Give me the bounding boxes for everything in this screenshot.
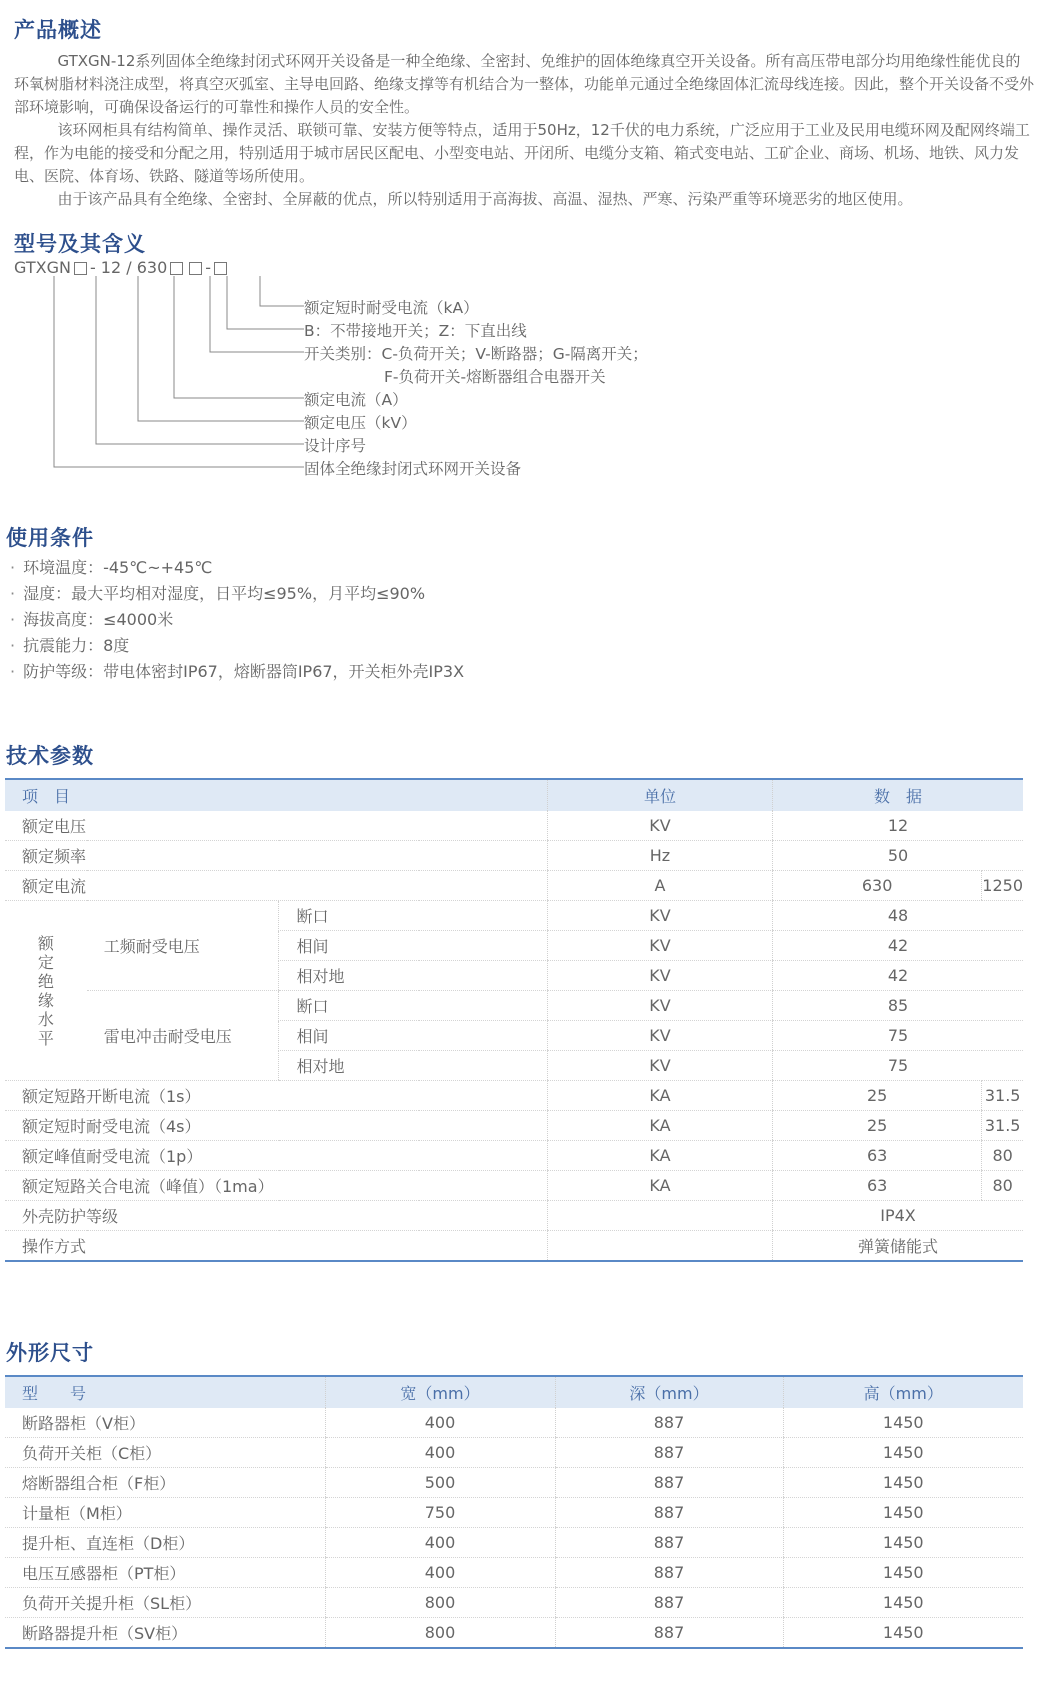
table-header-row [5,779,1023,811]
conditions-title: 使用条件 [6,526,94,550]
table-row: 额定电压 KV 12 [5,811,1023,841]
value-cell: 887 [555,1558,783,1588]
table-row: 额定短路关合电流（峰值）（1ma） KA 63 80 [5,1171,1023,1201]
value-cell: 887 [555,1468,783,1498]
table-row [5,1498,1023,1528]
model-prefix: GTXGN [14,258,71,277]
legend-rated-voltage: 额定电压（kV） [304,414,417,432]
value-cell: 887 [555,1438,783,1468]
header-model: 型 号 [5,1376,325,1408]
insulation-level-label: 额 定 绝 缘 水 平 [5,901,87,1081]
value-cell: 400 [325,1558,555,1588]
dims-title: 外形尺寸 [6,1341,94,1365]
header-width: 宽（mm） [325,1376,555,1408]
model-diagram [14,258,714,488]
condition-seismic: · 抗震能力：8度 [10,636,130,655]
value-cell: 887 [555,1588,783,1618]
condition-humidity: · 湿度：最大平均相对湿度，日平均≤95%，月平均≤90% [10,584,426,603]
legend-design-no: 设计序号 [304,437,367,455]
table-row [5,1618,1023,1649]
model-cell: 负荷开关提升柜（SL柜） [5,1588,325,1618]
table-row: 相对地 KV 75 [5,1051,1023,1081]
value-cell: 887 [555,1498,783,1528]
model-cell: 计量柜（M柜） [5,1498,325,1528]
value-cell: 1450 [783,1408,1023,1438]
model-cell: 断路器柜（V柜） [5,1408,325,1438]
condition-altitude: · 海拔高度：≤4000米 [10,610,174,629]
header-item: 项 目 [5,779,547,811]
value-cell: 400 [325,1408,555,1438]
model-cell: 电压互感器柜（PT柜） [5,1558,325,1588]
header-height: 高（mm） [783,1376,1023,1408]
table-row: 相间 KV 75 [5,1021,1023,1051]
model-dash: - [205,258,212,277]
value-cell: 1450 [783,1438,1023,1468]
value-cell: 1450 [783,1528,1023,1558]
value-cell: 1450 [783,1588,1023,1618]
table-row: 额定电流 A 630 1250 [5,871,1023,901]
legend-switch-type: 开关类别：C-负荷开关；V-断路器；G-隔离开关； [304,345,648,363]
dimensions-table [5,1375,1023,1649]
value-cell: 400 [325,1528,555,1558]
legend-earthing: B：不带接地开关；Z：下直出线 [304,322,527,340]
table-row: 额定频率 Hz 50 [5,841,1023,871]
value-cell: 887 [555,1618,783,1649]
table-row [5,1558,1023,1588]
value-cell: 887 [555,1528,783,1558]
table-row: 操作方式 弹簧储能式 [5,1231,1023,1262]
value-cell: 400 [325,1438,555,1468]
table-row: 雷电冲击耐受电压 断口 KV 85 [5,991,1023,1021]
table-row: 额定短路开断电流（1s） KA 25 31.5 [5,1081,1023,1111]
legend-equipment: 固体全绝缘封闭式环网开关设备 [304,460,522,478]
overview-text [14,50,1034,211]
table-row [5,1468,1023,1498]
overview-title: 产品概述 [14,18,102,42]
value-cell: 887 [555,1408,783,1438]
header-data: 数 据 [772,779,1023,811]
condition-temperature: · 环境温度：-45℃~+45℃ [10,558,213,577]
legend-short-time-current: 额定短时耐受电流（kA） [304,299,479,317]
header-depth: 深（mm） [555,1376,783,1408]
table-header-row [5,1376,1023,1408]
model-cell: 提升柜、直连柜（D柜） [5,1528,325,1558]
table-row [5,1528,1023,1558]
tech-title: 技术参数 [6,744,94,768]
value-cell: 1450 [783,1558,1023,1588]
overview-paragraph-1: GTXGN-12系列固体全绝缘封闭式环网开关设备是一种全绝缘、全密封、免维护的固体绝缘真空开关设备。所有高压带电部分均用绝缘性能优良的环氧树脂材料浇注成型，将真空灭弧室、主导电回路、绝缘支撑等有机结合为一整体，功能单元通过全绝缘固体汇流母线连接。因此，整个开关设备不受外部环境影响，可确保设备运行的可靠性和操作人员的安全性。 [14,52,1035,116]
model-cell: 负荷开关柜（C柜） [5,1438,325,1468]
value-cell: 800 [325,1618,555,1649]
model-mid: - 12 / 630 [89,258,168,277]
overview-paragraph-3: 由于该产品具有全绝缘、全密封、全屏蔽的优点，所以特别适用于高海拔、高温、湿热、严寒、污染严重等环境恶劣的地区使用。 [57,190,913,208]
condition-protection: · 防护等级：带电体密封IP67，熔断器筒IP67，开关柜外壳IP3X [10,662,465,681]
tech-params-table [5,778,1023,1262]
value-cell: 1450 [783,1498,1023,1528]
table-row: 额定短时耐受电流（4s） KA 25 31.5 [5,1111,1023,1141]
table-row: 额 定 绝 缘 水 平 工频耐受电压 断口 KV 48 [5,901,1023,931]
table-row [5,1408,1023,1438]
model-cell: 断路器提升柜（SV柜） [5,1618,325,1649]
value-cell: 1450 [783,1618,1023,1649]
table-row [5,1588,1023,1618]
header-unit: 单位 [547,779,772,811]
value-cell: 1450 [783,1468,1023,1498]
table-row: 相对地 KV 42 [5,961,1023,991]
overview-paragraph-2: 该环网柜具有结构简单、操作灵活、联锁可靠、安装方便等特点，适用于50Hz，12千伏的电力系统，广泛应用于工业及民用电缆环网及配网终端工程，作为电能的接受和分配之用，特别适用于城市居民区配电、小型变电站、开闭所、电缆分支箱、箱式变电站、工矿企业、商场、机场、地铁、风力发电、医院、体育场、铁路、隧道等场所使用。 [14,121,1030,185]
model-title: 型号及其含义 [14,232,146,256]
value-cell: 800 [325,1588,555,1618]
table-row: 额定峰值耐受电流（1p） KA 63 80 [5,1141,1023,1171]
table-row: 外壳防护等级 IP4X [5,1201,1023,1231]
legend-rated-current: 额定电流（A） [304,391,408,409]
legend-switch-type-2: F-负荷开关-熔断器组合电器开关 [384,368,606,386]
table-row: 相间 KV 42 [5,931,1023,961]
model-cell: 熔断器组合柜（F柜） [5,1468,325,1498]
table-row [5,1438,1023,1468]
value-cell: 750 [325,1498,555,1528]
value-cell: 500 [325,1468,555,1498]
